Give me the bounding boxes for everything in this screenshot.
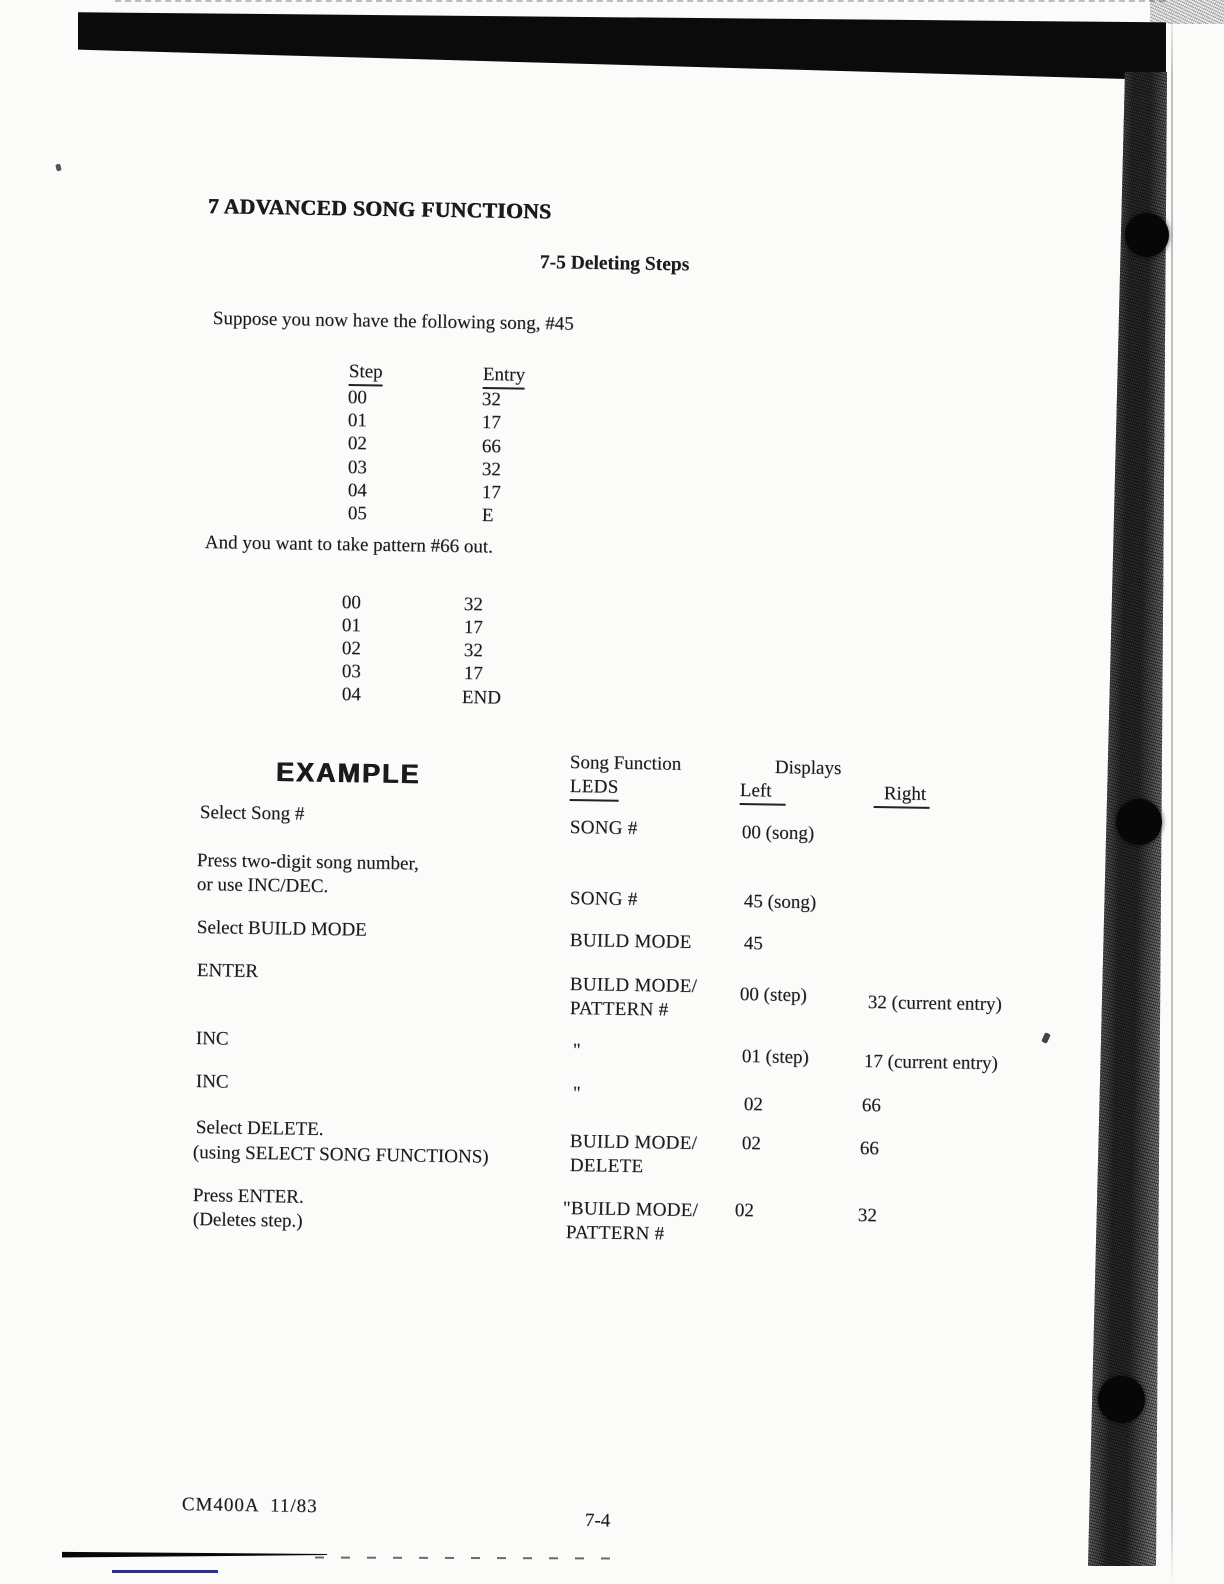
example-right-display: 66 xyxy=(859,1138,879,1160)
example-led: PATTERN # xyxy=(569,998,669,1021)
example-led-ditto: " xyxy=(572,1040,581,1062)
binder-hole xyxy=(1116,799,1162,845)
scan-corner-speckle xyxy=(1150,0,1224,24)
example-action: or use INC/DEC. xyxy=(196,874,329,898)
entry-cell: 32 xyxy=(481,459,501,481)
example-right-display: 32 xyxy=(857,1205,877,1227)
section-title: 7-5 Deleting Steps xyxy=(539,251,690,276)
displays-header: Displays xyxy=(774,757,842,780)
blue-pen-mark xyxy=(112,1570,218,1573)
example-led: PATTERN # xyxy=(565,1222,665,1245)
example-action: (using SELECT SONG FUNCTIONS) xyxy=(192,1142,489,1168)
entry-cell: 17 xyxy=(481,482,501,504)
example-action: INC xyxy=(195,1028,229,1050)
entry-cell: 66 xyxy=(481,436,501,458)
example-right-display: 32 (current entry) xyxy=(867,992,1002,1016)
scan-bottom-line xyxy=(62,1551,327,1558)
example-left-display: 00 (song) xyxy=(741,822,815,845)
step-cell: 02 xyxy=(347,433,367,455)
example-led: SONG # xyxy=(569,888,638,911)
example-action: ENTER xyxy=(196,960,259,982)
example-action: Select Song # xyxy=(199,802,305,825)
binder-hole xyxy=(1098,1376,1145,1423)
led-column-header-line2: LEDS xyxy=(570,776,619,802)
entry-cell: 17 xyxy=(463,663,483,685)
page-title: 7 ADVANCED SONG FUNCTIONS xyxy=(207,194,552,224)
entry-cell: END xyxy=(461,687,502,709)
right-column-header: Right xyxy=(874,783,931,809)
example-left-display: 02 xyxy=(734,1200,754,1222)
left-column-header: Left xyxy=(740,780,786,806)
entry-cell: 32 xyxy=(463,640,483,662)
example-left-display: 45 (song) xyxy=(743,891,817,914)
entry-column-header: Entry xyxy=(483,364,526,390)
example-left-display: 01 (step) xyxy=(741,1046,810,1069)
example-action: (Deletes step.) xyxy=(192,1209,303,1232)
scan-speck xyxy=(55,163,62,171)
step-cell: 03 xyxy=(347,457,367,479)
step-column-header: Step xyxy=(349,361,383,387)
entry-cell: E xyxy=(481,505,494,527)
intro-text: Suppose you now have the following song, #45 xyxy=(212,308,574,335)
example-led: BUILD MODE/ xyxy=(569,1131,698,1154)
example-heading: EXAMPLE xyxy=(275,757,421,790)
scan-speck xyxy=(1041,1032,1051,1044)
example-led: "BUILD MODE/ xyxy=(562,1198,699,1222)
led-column-header-line1: Song Function xyxy=(569,752,682,775)
step-cell: 02 xyxy=(341,638,361,660)
entry-cell: 32 xyxy=(463,594,483,616)
entry-cell: 17 xyxy=(481,412,501,434)
step-cell: 04 xyxy=(347,480,367,502)
step-cell: 01 xyxy=(347,410,367,432)
binder-hole xyxy=(1125,213,1169,257)
scan-bottom-dashes xyxy=(315,1556,615,1559)
example-action: Press ENTER. xyxy=(192,1185,304,1208)
example-right-display: 17 (current entry) xyxy=(863,1051,998,1075)
entry-cell: 17 xyxy=(463,617,483,639)
example-action: INC xyxy=(195,1071,229,1093)
scan-top-dashed-line xyxy=(115,0,1165,2)
example-action: Select DELETE. xyxy=(195,1117,324,1141)
example-right-display: 66 xyxy=(861,1095,881,1117)
footer-doc-id: CM400A 11/83 xyxy=(181,1494,318,1518)
entry-cell: 32 xyxy=(481,389,501,411)
example-led: SONG # xyxy=(569,817,638,840)
step-cell: 04 xyxy=(341,684,361,706)
middle-text: And you want to take pattern #66 out. xyxy=(204,532,494,558)
example-left-display: 02 xyxy=(741,1133,761,1155)
example-led: BUILD MODE xyxy=(569,930,692,953)
example-action: Press two-digit song number, xyxy=(196,850,419,875)
example-left-display: 45 xyxy=(743,933,763,955)
footer-page-number: 7-4 xyxy=(584,1510,611,1532)
step-cell: 00 xyxy=(341,592,361,614)
example-action: Select BUILD MODE xyxy=(196,917,367,941)
example-led: DELETE xyxy=(569,1155,644,1178)
example-led: BUILD MODE/ xyxy=(569,974,698,997)
step-cell: 01 xyxy=(341,615,361,637)
step-cell: 03 xyxy=(341,661,361,683)
step-cell: 05 xyxy=(347,503,367,525)
example-led-ditto: " xyxy=(572,1083,581,1105)
example-left-display: 00 (step) xyxy=(739,984,808,1007)
step-cell: 00 xyxy=(347,387,367,409)
example-left-display: 02 xyxy=(743,1094,763,1116)
page-edge-line xyxy=(1171,0,1173,1584)
scan-top-black-bar xyxy=(78,6,1166,84)
